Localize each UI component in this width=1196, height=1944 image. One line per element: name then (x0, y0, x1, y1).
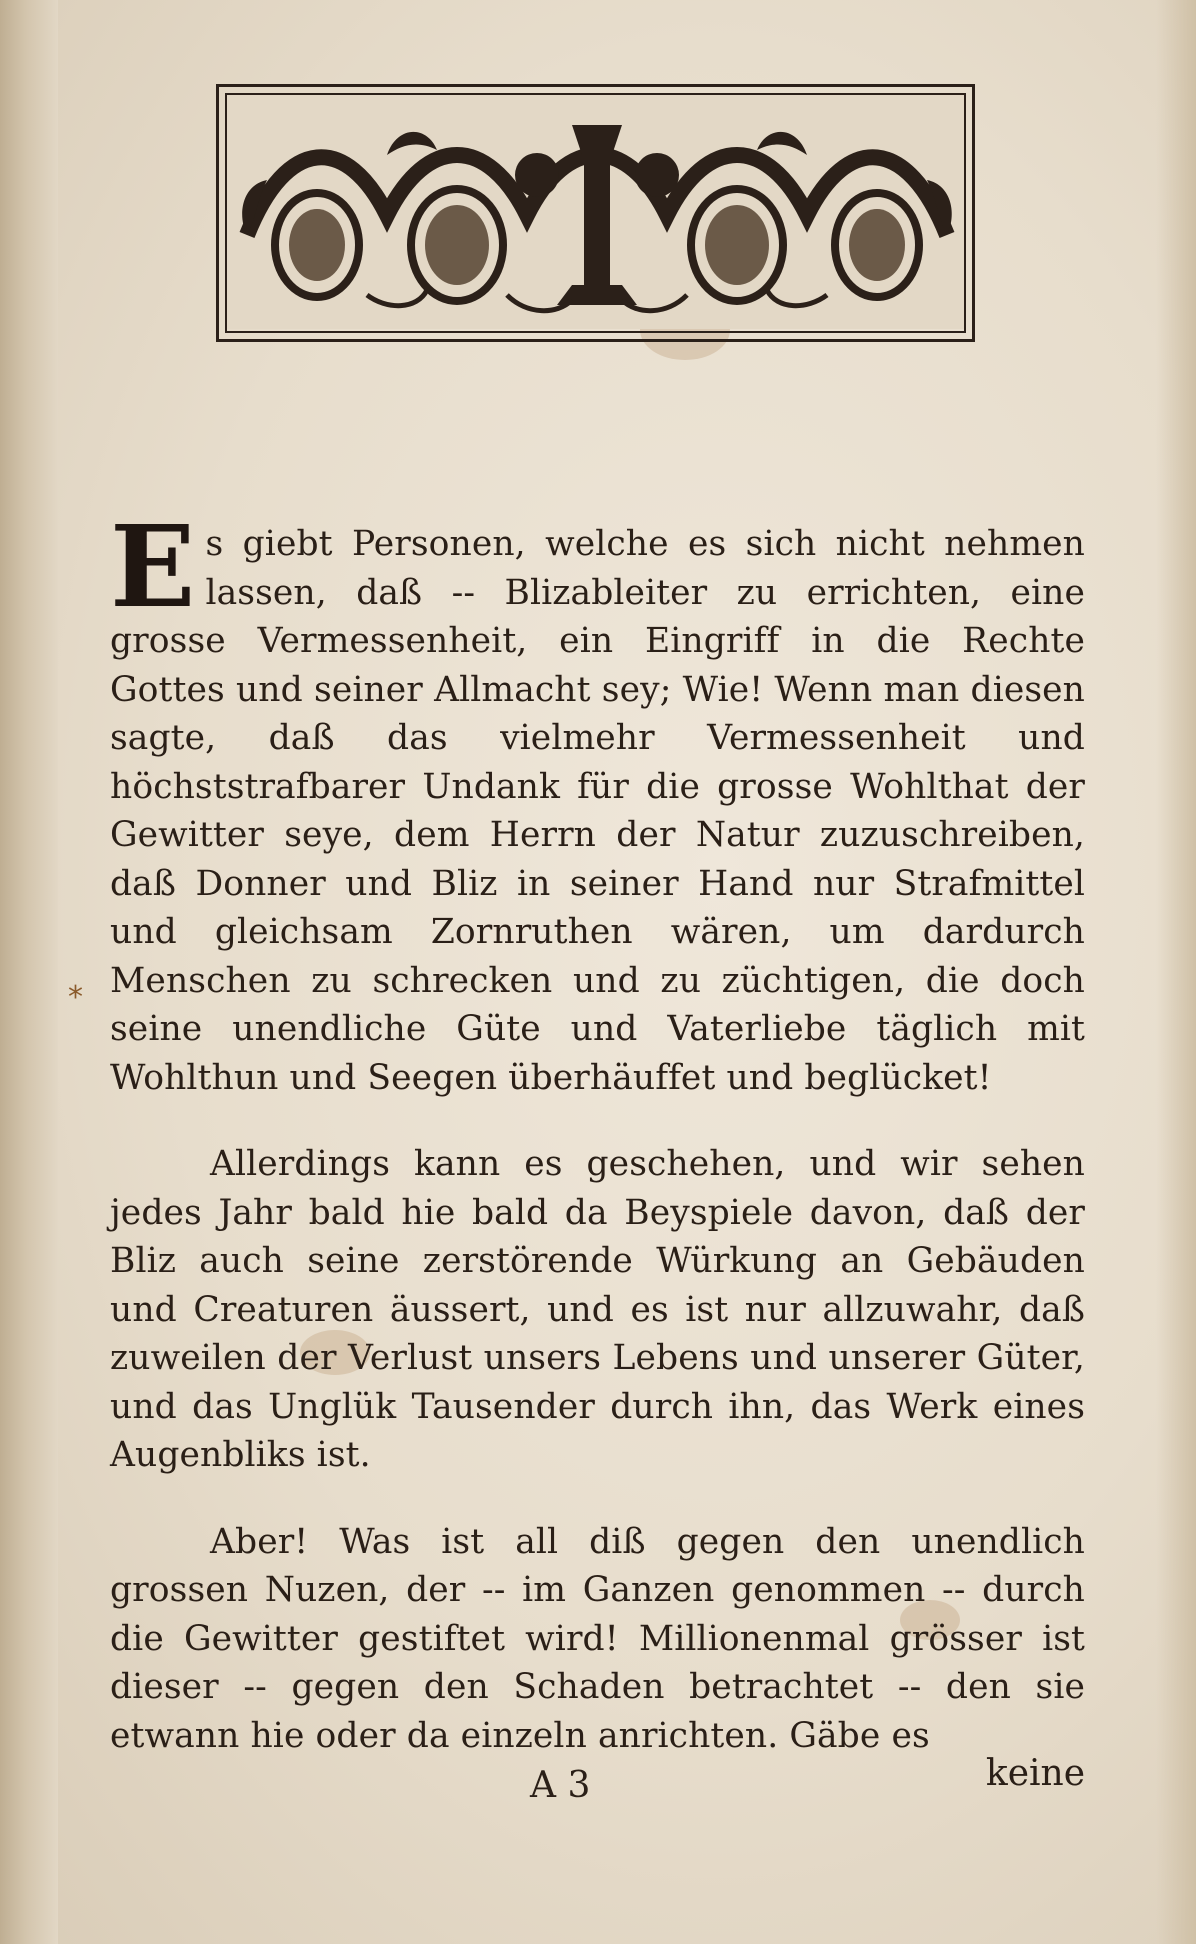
scroll-ornament-icon (227, 95, 966, 329)
paragraph-text: s giebt Personen, welche es sich nicht nehmen lassen, daß -- Blizableiter zu errichten, eine grosse Vermessenheit, ein Eingriff in die Rechte Gottes und seiner Allmacht sey; Wie! Wenn man diesen sagte, daß das vielmehr Vermessenheit und höchststrafbarer Undank für die grosse Wohlthat der Gewitter seye, dem Herrn der Natur zuzuschreiben, daß Donner und Bliz in seiner Hand nur Strafmittel und gleichsam Zornruthen wären, um dardurch Menschen zu schrecken und zu züchtigen, die doch seine unendliche Güte und Vaterliebe täglich mit Wohlthun und Seegen überhäuffet und beglücket! (110, 524, 1085, 1098)
paragraph-3 (110, 1518, 1085, 1761)
body-text (110, 502, 1085, 1760)
page-edge (1156, 0, 1196, 1944)
ornamental-headpiece (216, 84, 975, 342)
paragraph-2 (110, 1140, 1085, 1480)
signature-mark: A 3 (530, 1765, 591, 1806)
catchword: keine (985, 1753, 1085, 1794)
drop-cap: E (110, 502, 196, 633)
page-gutter (0, 0, 58, 1944)
paragraph-text: Allerdings kann es geschehen, und wir sehen jedes Jahr bald hie bald da Beyspiele davon, daß der Bliz auch seine zerstörende Würkung an Gebäuden und Creaturen äussert, und es ist nur allzuwahr, daß zuweilen der Verlust unsers Lebens und unserer Güter, und das Unglük Tausender durch ihn, das Werk eines Augenbliks ist. (110, 1144, 1085, 1475)
margin-mark: * (68, 980, 83, 1015)
page-footer (110, 1753, 1085, 1825)
paragraph-1 (110, 502, 1085, 1102)
paragraph-text: Aber! Was ist all diß gegen den unendlich grossen Nuzen, der -- im Ganzen genommen -- durch die Gewitter gestiftet wird! Millionenmal grösser ist dieser -- gegen den Schaden betrachtet -- den sie etwann hie oder da einzeln anrichten. Gäbe es (110, 1521, 1085, 1756)
headpiece-frame (225, 93, 966, 333)
